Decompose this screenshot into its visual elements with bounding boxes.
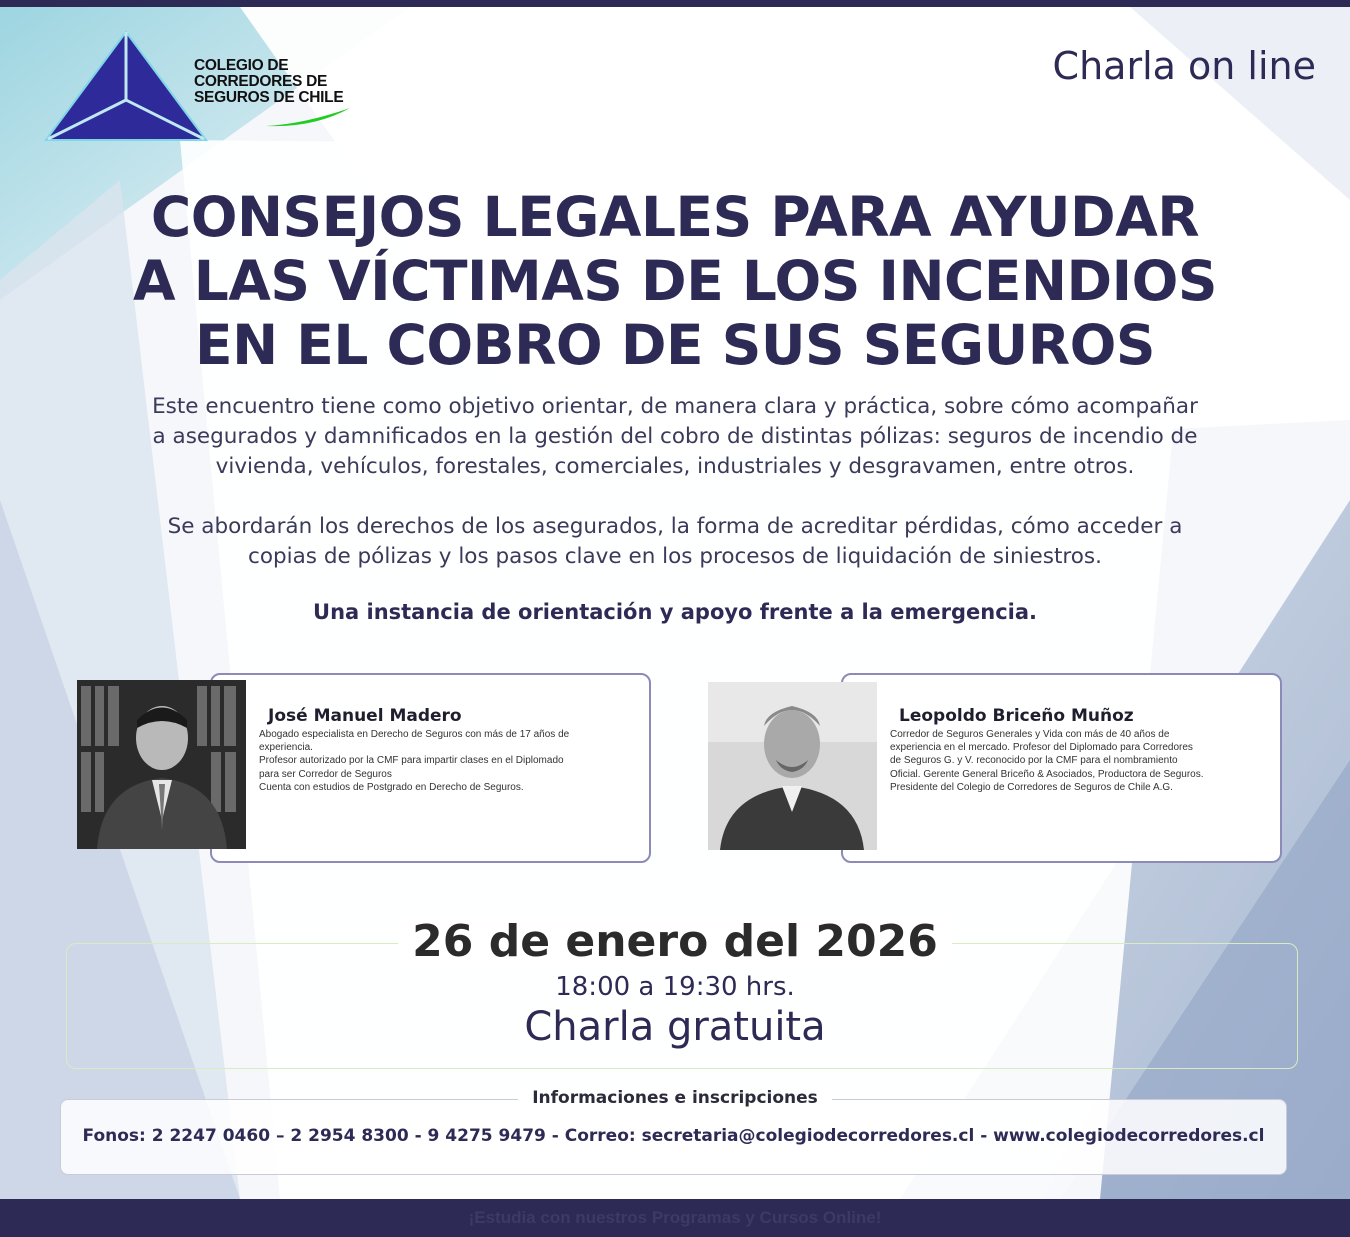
speaker-bio-1 — [259, 728, 641, 794]
bio-line: Profesor autorizado por la CMF para impartir clases en el Diplomado — [259, 755, 564, 767]
info-heading-text: Informaciones e inscripciones — [518, 1088, 832, 1108]
desc-line: copias de pólizas y los pasos clave en los procesos de liquidación de siniestros. — [248, 544, 1102, 569]
bio-line: para ser Corredor de Seguros — [259, 768, 392, 780]
org-logo — [44, 28, 364, 148]
top-bar — [0, 0, 1350, 7]
description-paragraph-2 — [60, 512, 1290, 572]
desc-line: Este encuentro tiene como objetivo orientar, de manera clara y práctica, sobre cómo acompañar — [152, 394, 1198, 419]
event-time: 18:00 a 19:30 hrs. — [555, 972, 795, 1002]
bio-line: Corredor de Seguros Generales y Vida con más de 40 años de — [890, 729, 1170, 740]
page-title — [0, 185, 1350, 377]
org-name-line3: SEGUROS DE CHILE — [194, 89, 344, 106]
tagline: Una instancia de orientación y apoyo frente a la emergencia. — [313, 600, 1037, 624]
bio-line: Cuenta con estudios de Postgrado en Derecho de Seguros. — [259, 781, 524, 793]
bio-line: de Seguros G. y V. reconocido por la CMF para el nombramiento — [890, 755, 1178, 767]
info-heading — [0, 1088, 1350, 1108]
desc-line: a asegurados y damnificados en la gestión del cobro de distintas pólizas: seguros de incendio de — [152, 424, 1198, 449]
speaker-name-1: José Manuel Madero — [268, 706, 462, 726]
org-name-line2: CORREDORES DE — [194, 73, 328, 90]
bio-line: experiencia. — [259, 742, 313, 754]
org-name — [194, 58, 343, 106]
bio-line: Abogado especialista en Derecho de Seguros con más de 17 años de — [259, 729, 570, 740]
footer-banner[interactable] — [0, 1199, 1350, 1237]
speaker-photo-1 — [77, 680, 246, 849]
bio-line: Presidente del Colegio de Corredores de Seguros de Chile A.G. — [890, 781, 1173, 793]
org-name-line1: COLEGIO DE — [194, 57, 289, 74]
bio-line: Oficial. Gerente General Briceño & Asociados, Productora de Seguros. — [890, 768, 1204, 780]
description-paragraph-1 — [60, 392, 1290, 482]
event-format-label: Charla on line — [1052, 44, 1316, 88]
title-line2: A LAS VÍCTIMAS DE LOS INCENDIOS — [133, 249, 1217, 313]
title-line3: EN EL COBRO DE SUS SEGUROS — [195, 313, 1155, 377]
title-line1: CONSEJOS LEGALES PARA AYUDAR — [150, 185, 1200, 249]
portrait-icon — [708, 682, 877, 850]
event-date — [0, 916, 1350, 967]
desc-line: vivienda, vehículos, forestales, comerciales, industriales y desgravamen, entre otros. — [215, 454, 1135, 479]
contact-line[interactable]: Fonos: 2 2247 0460 – 2 2954 8300 - 9 4275 9479 - Correo: secretaria@colegiodecorredores.cl - www.colegiodecorredores.cl — [82, 1126, 1265, 1146]
event-date-text: 26 de enero del 2026 — [398, 916, 952, 967]
bio-line: experiencia en el mercado. Profesor del Diplomado para Corredores — [890, 742, 1193, 754]
triangle-logo-icon — [44, 28, 214, 148]
event-price: Charla gratuita — [524, 1004, 826, 1050]
footer-banner-text: ¡Estudia con nuestros Programas y Cursos Online! — [468, 1208, 882, 1227]
speaker-bio-2 — [890, 728, 1267, 794]
speaker-name-2: Leopoldo Briceño Muñoz — [899, 706, 1134, 726]
desc-line: Se abordarán los derechos de los asegurados, la forma de acreditar pérdidas, cómo acceder a — [167, 514, 1183, 539]
speaker-photo-2 — [708, 682, 877, 850]
green-swoosh-icon — [264, 106, 354, 130]
portrait-icon — [77, 680, 246, 849]
